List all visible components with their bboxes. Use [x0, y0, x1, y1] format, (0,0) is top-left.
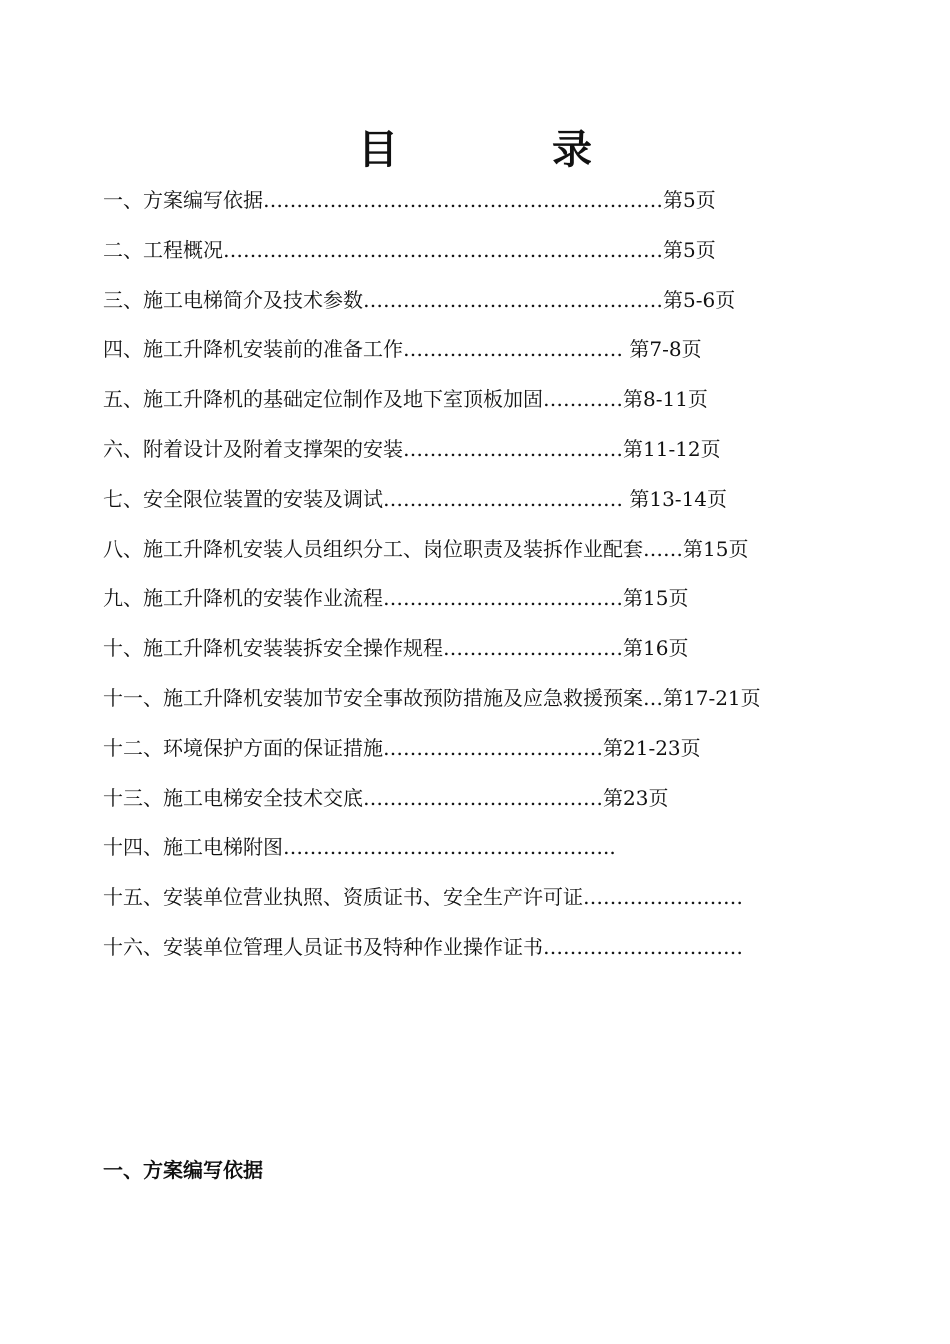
toc-entry: 六、附着设计及附着支撑架的安装……………………………第11-12页 [103, 436, 721, 461]
toc-entry: 五、施工升降机的基础定位制作及地下室顶板加固…………第8-11页 [103, 387, 708, 412]
toc-entry: 二、工程概况…………………………………………………………第5页 [103, 237, 716, 262]
toc-entry: 十五、安装单位营业执照、资质证书、安全生产许可证…………………… [103, 885, 743, 910]
toc-entry: 十、施工升降机安装装拆安全操作规程………………………第16页 [103, 636, 689, 661]
toc-entry: 四、施工升降机安装前的准备工作…………………………… 第7-8页 [103, 337, 702, 362]
toc-title: 目 录 [358, 127, 662, 173]
toc-entry: 十六、安装单位管理人员证书及特种作业操作证书………………………… [103, 934, 743, 959]
toc-entry: 十二、环境保护方面的保证措施……………………………第21-23页 [103, 735, 701, 760]
toc-entry: 八、施工升降机安装人员组织分工、岗位职责及装拆作业配套……第15页 [103, 536, 749, 561]
toc-list [103, 180, 761, 977]
toc-entry: 十一、施工升降机安装加节安全事故预防措施及应急救援预案…第17-21页 [103, 685, 761, 710]
toc-entry: 七、安全限位装置的安装及调试……………………………… 第13-14页 [103, 486, 728, 511]
toc-entry: 十四、施工电梯附图………………………………………….. [103, 835, 616, 860]
toc-entry: 一、方案编写依据……………………………………………………第5页 [103, 188, 716, 212]
toc-entry: 十三、施工电梯安全技术交底………………………………第23页 [103, 785, 669, 810]
section-heading: 一、方案编写依据 [103, 1158, 263, 1182]
toc-entry: 九、施工升降机的安装作业流程………………………………第15页 [103, 586, 689, 611]
toc-entry: 三、施工电梯简介及技术参数………………………………………第5-6页 [103, 287, 736, 312]
